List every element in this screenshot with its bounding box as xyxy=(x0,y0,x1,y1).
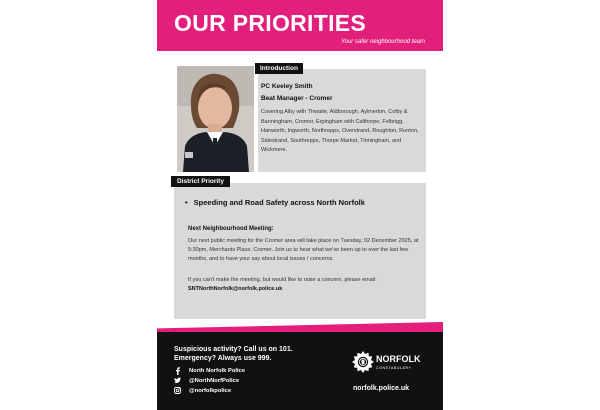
priority-text: Speeding and Road Safety across North Norfolk xyxy=(193,198,365,207)
website-link[interactable]: norfolk.police.uk xyxy=(353,385,410,392)
officer-name: PC Keeley Smith xyxy=(261,83,313,90)
suspicious-activity-line xyxy=(174,346,293,353)
district-priority-label: District Priority xyxy=(171,176,230,187)
facebook-link[interactable] xyxy=(174,367,245,375)
police-crest-icon xyxy=(352,351,374,373)
bullet-icon: • xyxy=(185,198,188,207)
emergency-number[interactable]: 999. xyxy=(257,355,272,362)
introduction-label: Introduction xyxy=(255,63,303,74)
meeting-heading: Next Neighbourhood Meeting: xyxy=(188,226,274,232)
brand-name: NORFOLK xyxy=(376,354,421,364)
coverage-text: Covering Alby with Thwaite, Aldborough, Aylmerton, Colby & Banningham, Cromer, Erpingham with Calthorpe, Felbrigg, Hanworth, Ingworth, Northrepps, Overstrand, Roughton, Runton, Sidestrand, Southrepps, Thorpe Market, Trimingham, and Wickmere. xyxy=(261,109,419,153)
brand-subtitle: CONSTABULARY xyxy=(376,366,412,370)
officer-role: Beat Manager - Cromer xyxy=(261,95,333,102)
instagram-icon xyxy=(174,387,181,394)
facebook-handle: North Norfolk Police xyxy=(189,368,246,374)
twitter-icon xyxy=(174,377,181,384)
twitter-link[interactable] xyxy=(174,377,239,384)
concern-text xyxy=(188,276,420,294)
suspicious-activity-text: Suspicious activity? Call us on xyxy=(174,346,280,353)
non-emergency-number[interactable]: 101. xyxy=(279,346,293,353)
emergency-line xyxy=(174,355,271,362)
concern-message: If you can't make the meeting, but would like to raise a concern, please email: xyxy=(188,277,377,283)
twitter-handle: @NorthNorfPolice xyxy=(189,377,240,384)
priorities-poster xyxy=(157,0,443,410)
facebook-icon xyxy=(174,367,181,375)
instagram-link[interactable] xyxy=(174,387,231,394)
priority-item xyxy=(185,198,365,207)
poster-header xyxy=(157,0,443,51)
meeting-text: Our next public meeting for the Cromer area will take place on Tuesday, 02 December 2025, at 5:30pm, Merchants Place, Cromer. Join us to hear what we've been up to over the last few months, and to have your say about local issues / concerns. xyxy=(188,238,419,262)
officer-photo xyxy=(177,66,254,172)
poster-subtitle: Your safer neighbourhood team xyxy=(340,39,425,45)
concern-email-link[interactable]: SNTNorthNorfolk@norfolk.police.uk xyxy=(188,286,283,292)
instagram-handle: @norfolkpolice xyxy=(189,387,232,394)
poster-footer xyxy=(157,332,443,410)
poster-title: OUR PRIORITIES xyxy=(174,10,367,36)
emergency-text: Emergency? Always use xyxy=(174,355,258,362)
